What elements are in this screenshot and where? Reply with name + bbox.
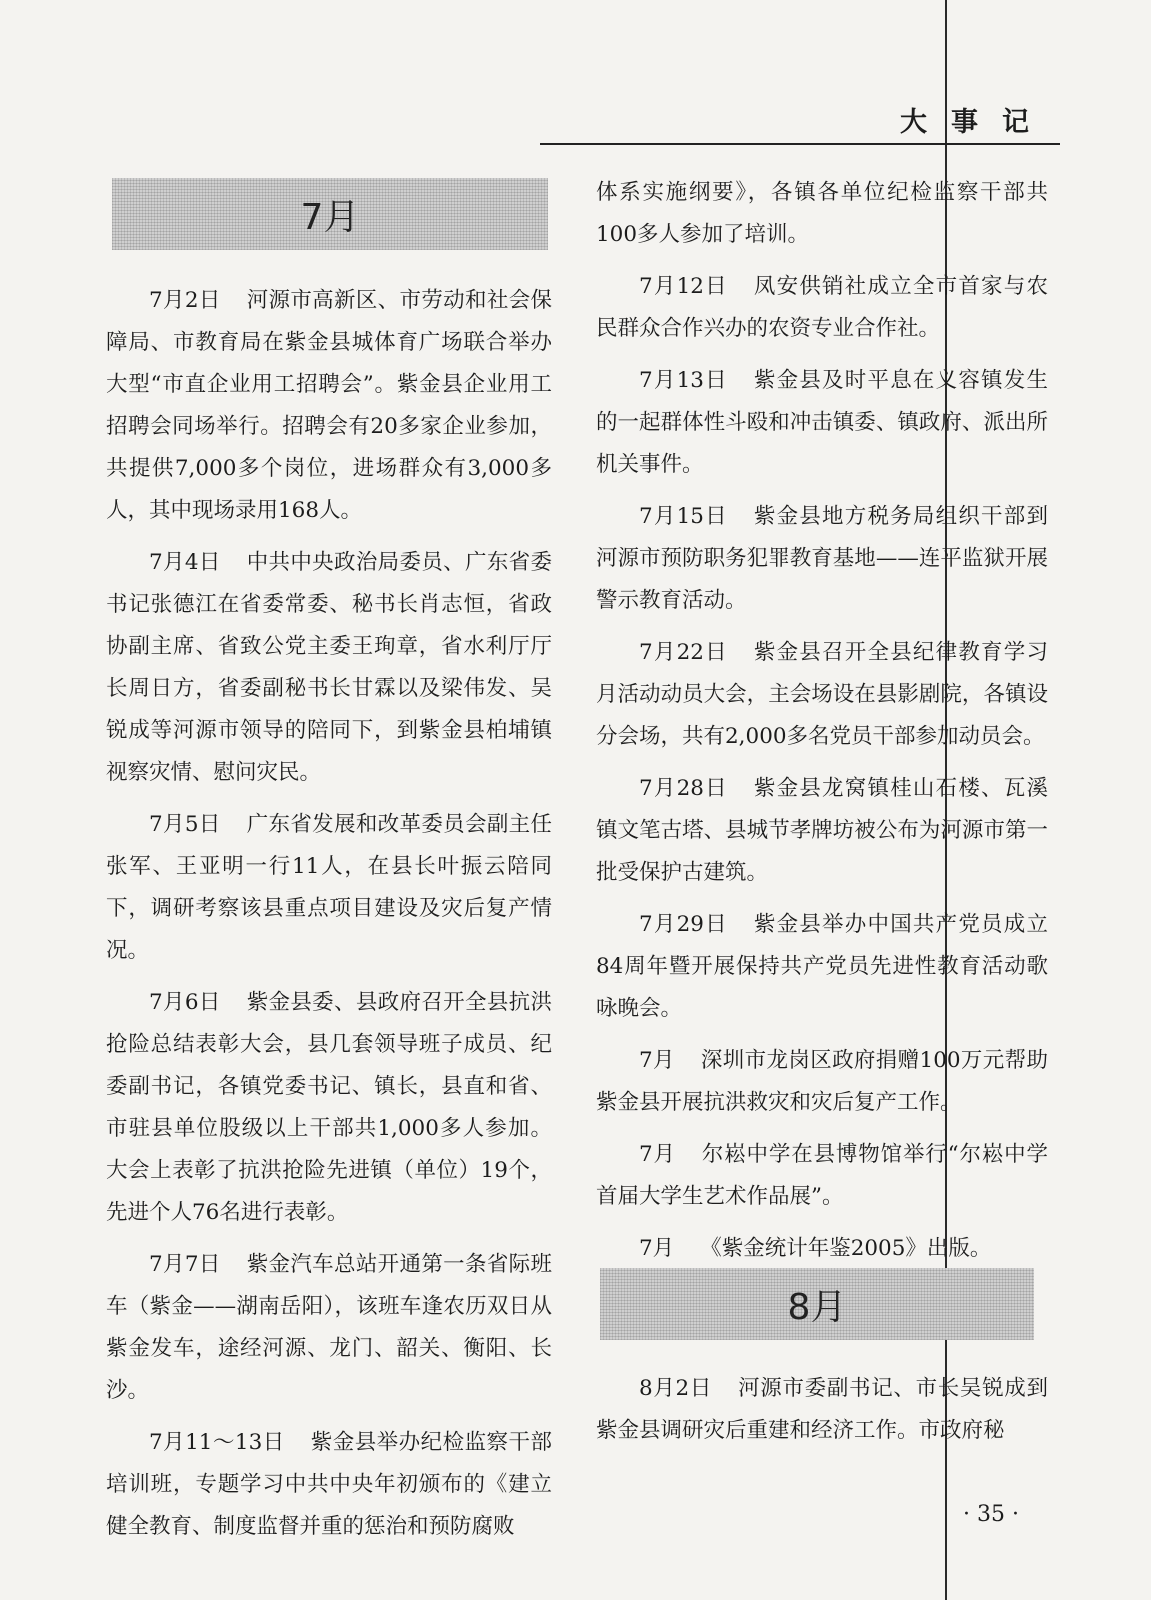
month-label: 7月 xyxy=(300,196,360,238)
entry-date: 7月 xyxy=(639,1236,675,1261)
entry xyxy=(596,266,1048,350)
entry-text: 紫金县举办纪检监察干部培训班，专题学习中共中央年初颁布的《建立健全教育、制度监督并重的惩治和预防腐败 xyxy=(106,1430,552,1539)
entry-text: 深圳市龙岗区政府捐赠100万元帮助紫金县开展抗洪救灾和灾后复产工作。 xyxy=(596,1048,1048,1115)
entry-date: 7月2日 xyxy=(149,288,221,313)
entry xyxy=(106,982,552,1234)
entry-text: 紫金县龙窝镇桂山石楼、瓦溪镇文笔古塔、县城节孝牌坊被公布为河源市第一批受保护古建筑。 xyxy=(596,776,1048,885)
section-title: 大事记 xyxy=(900,107,1053,138)
entry xyxy=(596,496,1048,622)
entry-text: 紫金县地方税务局组织干部到河源市预防职务犯罪教育基地——连平监狱开展警示教育活动。 xyxy=(596,504,1048,613)
entry-date: 7月29日 xyxy=(639,912,728,937)
entry-date: 7月7日 xyxy=(149,1252,221,1277)
entry-text: 紫金县及时平息在义容镇发生的一起群体性斗殴和冲击镇委、镇政府、派出所机关事件。 xyxy=(596,368,1048,477)
entry xyxy=(596,1368,1048,1452)
entry-date: 7月22日 xyxy=(639,640,728,665)
entry-text: 广东省发展和改革委员会副主任张军、王亚明一行11人，在县长叶振云陪同下，调研考察该县重点项目建设及灾后复产情况。 xyxy=(106,812,552,963)
entry-text: 凤安供销社成立全市首家与农民群众合作兴办的农资专业合作社。 xyxy=(596,274,1048,341)
entry-text: 紫金汽车总站开通第一条省际班车（紫金——湖南岳阳），该班车逢农历双日从紫金发车，途经河源、龙门、韶关、衡阳、长沙。 xyxy=(106,1252,552,1403)
entry xyxy=(596,632,1048,758)
entry-text: 《紫金统计年鉴2005》出版。 xyxy=(700,1236,992,1261)
entry-text: 尔崧中学在县博物馆举行“尔崧中学首届大学生艺术作品展”。 xyxy=(596,1142,1048,1209)
entry xyxy=(106,1422,552,1548)
entry-date: 7月13日 xyxy=(639,368,728,393)
entry xyxy=(596,904,1048,1030)
entry-date: 7月 xyxy=(639,1048,675,1073)
entry-continuation: 体系实施纲要》，各镇各单位纪检监察干部共100多人参加了培训。 xyxy=(596,180,1048,247)
month-heading-august xyxy=(600,1268,1034,1340)
entry xyxy=(596,768,1048,894)
august-column xyxy=(596,1368,1048,1462)
entry-date: 7月11～13日 xyxy=(149,1430,285,1455)
entry xyxy=(596,1134,1048,1218)
entry xyxy=(106,1244,552,1412)
entry-text: 紫金县举办中国共产党员成立84周年暨开展保持共产党员先进性教育活动歌咏晚会。 xyxy=(596,912,1048,1021)
entry-date: 7月6日 xyxy=(149,990,221,1015)
entry-date: 7月4日 xyxy=(149,550,221,575)
entry-date: 7月 xyxy=(639,1142,676,1167)
entry xyxy=(106,280,552,532)
entry-text: 紫金县召开全县纪律教育学习月活动动员大会，主会场设在县影剧院，各镇设分会场，共有2,000多名党员干部参加动员会。 xyxy=(596,640,1048,749)
entry-date: 7月28日 xyxy=(639,776,728,801)
right-column xyxy=(596,172,1048,1280)
month-label: 8月 xyxy=(787,1286,847,1328)
page-number: · 35 · xyxy=(963,1502,1019,1527)
entry xyxy=(596,360,1048,486)
entry-date: 7月12日 xyxy=(639,274,728,299)
month-heading-july xyxy=(112,178,548,250)
entry-date: 7月5日 xyxy=(149,812,221,837)
entry xyxy=(596,1228,1048,1270)
entry-text: 中共中央政治局委员、广东省委书记张德江在省委常委、秘书长肖志恒，省政协副主席、省致公党主委王珣章，省水利厅厅长周日方，省委副秘书长甘霖以及梁伟发、吴锐成等河源市领导的陪同下，到紫金县柏埔镇视察灾情、慰问灾民。 xyxy=(106,550,552,785)
entry-date: 8月2日 xyxy=(639,1376,713,1401)
entry xyxy=(106,804,552,972)
entry xyxy=(596,1040,1048,1124)
header-rule xyxy=(540,143,1060,145)
left-column xyxy=(106,280,552,1558)
entry-date: 7月15日 xyxy=(639,504,728,529)
entry xyxy=(106,542,552,794)
entry-text: 紫金县委、县政府召开全县抗洪抢险总结表彰大会，县几套领导班子成员、纪委副书记，各镇党委书记、镇长，县直和省、市驻县单位股级以上干部共1,000多人参加。大会上表彰了抗洪抢险先进镇（单位）19个，先进个人76名进行表彰。 xyxy=(106,990,552,1225)
entry-text: 河源市高新区、市劳动和社会保障局、市教育局在紫金县城体育广场联合举办大型“市直企业用工招聘会”。紫金县企业用工招聘会同场举行。招聘会有20多家企业参加，共提供7,000多个岗位，进场群众有3,000多人，其中现场录用168人。 xyxy=(106,288,552,523)
entry-text: 河源市委副书记、市长吴锐成到紫金县调研灾后重建和经济工作。市政府秘 xyxy=(596,1376,1048,1443)
